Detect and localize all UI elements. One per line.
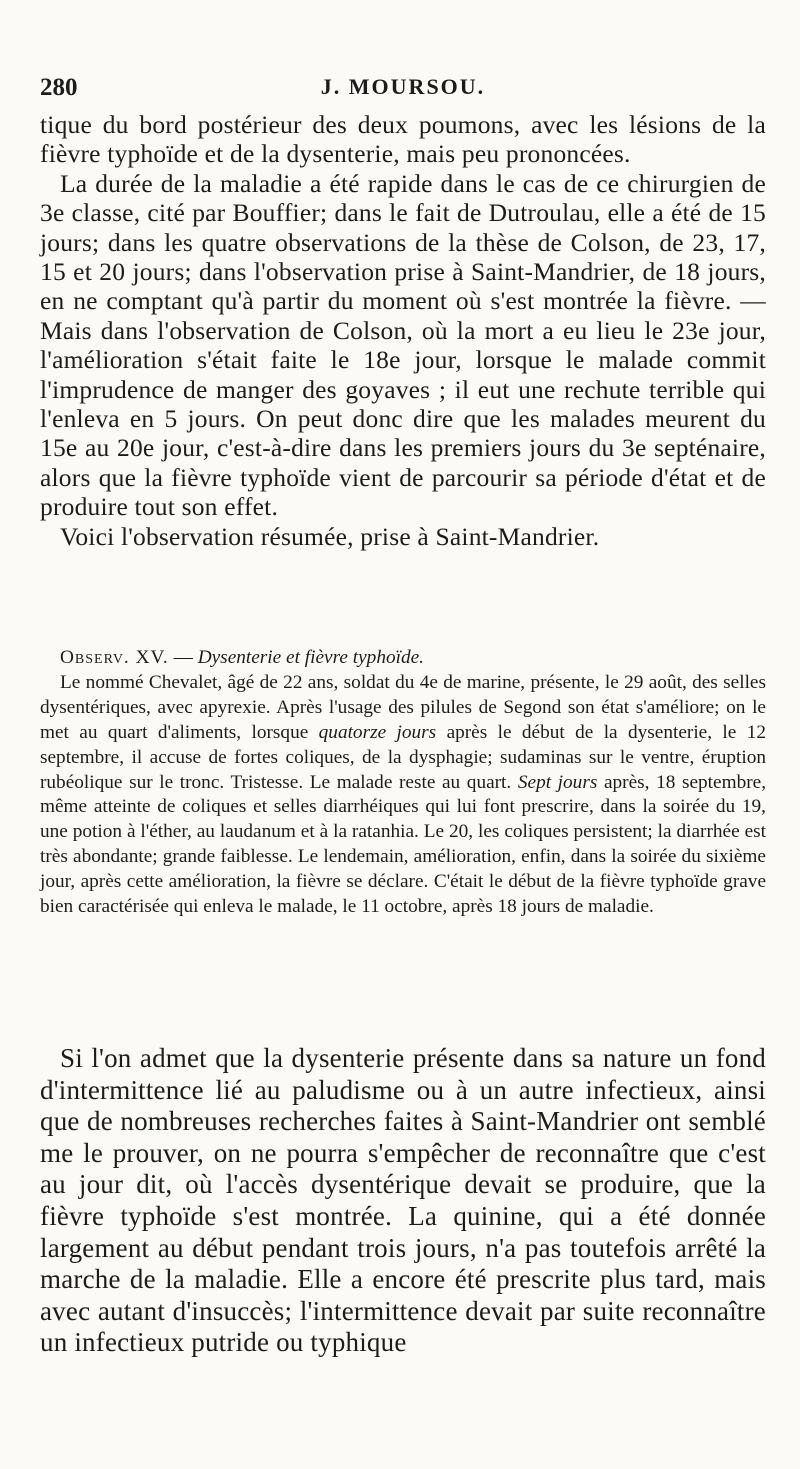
observation-text-c: après, 18 septembre, même atteinte de coliques et selles diarrhéiques qui lui font prescrire, dans la soirée du 19, une potion à l'éther, au laudanum et à la ratanhia. Le 20, les coliques persistent; la diarrhée est très abondante; grande faiblesse. Le lendemain, amélioration, enfin, dans la soirée du sixième jour, après cette amélioration, la fièvre se déclare. C'était le début de la fièvre typhoïde grave bien caractérisée qui enleva le malade, le 11 octobre, après 18 jours de maladie. [40, 771, 767, 918]
observation-heading [40, 646, 766, 671]
paragraph-duration: La durée de la maladie a été rapide dans le cas de ce chirurgien de 3e classe, cité par Bouffier; dans le fait de Dutroulau, elle a été de 15 jours; dans les quatre observations de la thèse de Colson, de 23, 17, 15 et 20 jours; dans l'observation prise à Saint-Mandrier, de 18 jours, en ne comptant qu'à partir du moment où s'est montrée la fièvre. — Mais dans l'observation de Colson, où la mort a eu lieu le 23e jour, l'amélioration s'était faite le 18e jour, lorsque le malade commit l'imprudence de manger des goyaves ; il eut une rechute terrible qui l'enleva en 5 jours. On peut donc dire que les malades meurent du 15e au 20e jour, c'est-à-dire dans les premiers jours du 3e septénaire, alors que la fièvre typhoïde vient de parcourir sa période d'état et de produire tout son effet. [40, 168, 766, 522]
main-text-block [40, 110, 766, 551]
observation-italic-a: quatorze jours [318, 721, 437, 743]
running-head: J. MOURSOU. [320, 74, 486, 99]
observation-text-a: Le nommé Chevalet, âgé de 22 ans, soldat du 4e de marine, présente, le 29 août, des selles dysentériques, avec apyrexie. Après l'usage des pilules de Segond son état s'améliore; on le met au quart d'aliments, lorsque [40, 671, 766, 743]
paragraph-closing: Si l'on admet que la dysenterie présente dans sa nature un fond d'intermittence lié au paludisme ou à un autre infectieux, ainsi que de nombreuses recherches faites à Saint-Mandrier ont semblé me le prouver, on ne pourra s'empêcher de reconnaître que c'est au jour dit, où l'accès dysentérique devait se produire, que la fièvre typhoïde s'est montrée. La quinine, qui a été donnée largement au début pendant trois jours, n'a pas toutefois arrêté la marche de la maladie. Elle a encore été prescrite plus tard, mais avec autant d'insuccès; l'intermittence devait par suite reconnaître un infectieux putride ou typhique [40, 1043, 766, 1358]
paragraph-continuation: tique du bord postérieur des deux poumons, avec les lésions de la fièvre typhoïde et de la dysenterie, mais peu prononcées. [40, 110, 766, 169]
observation-text-b: après le début de la dysenterie, le 12 septembre, il accuse de fortes coliques, de la dysphagie; sudaminas sur le ventre, éruption rubéolique sur le tronc. Tristesse. Le malade reste au quart. [40, 721, 766, 793]
observation-title: Dysenterie et fièvre typhoïde. [197, 647, 424, 668]
observation-label: Observ. XV. [60, 647, 169, 668]
page-header [40, 74, 766, 108]
closing-text-block [40, 1043, 766, 1359]
paragraph-intro-observation: Voici l'observation résumée, prise à Saint-Mandrier. [60, 521, 600, 551]
observation-dash: — [173, 647, 193, 668]
observation-block [40, 646, 766, 920]
observation-italic-b: Sept jours [517, 771, 598, 793]
observation-body [40, 671, 766, 920]
page-number: 280 [40, 74, 78, 101]
